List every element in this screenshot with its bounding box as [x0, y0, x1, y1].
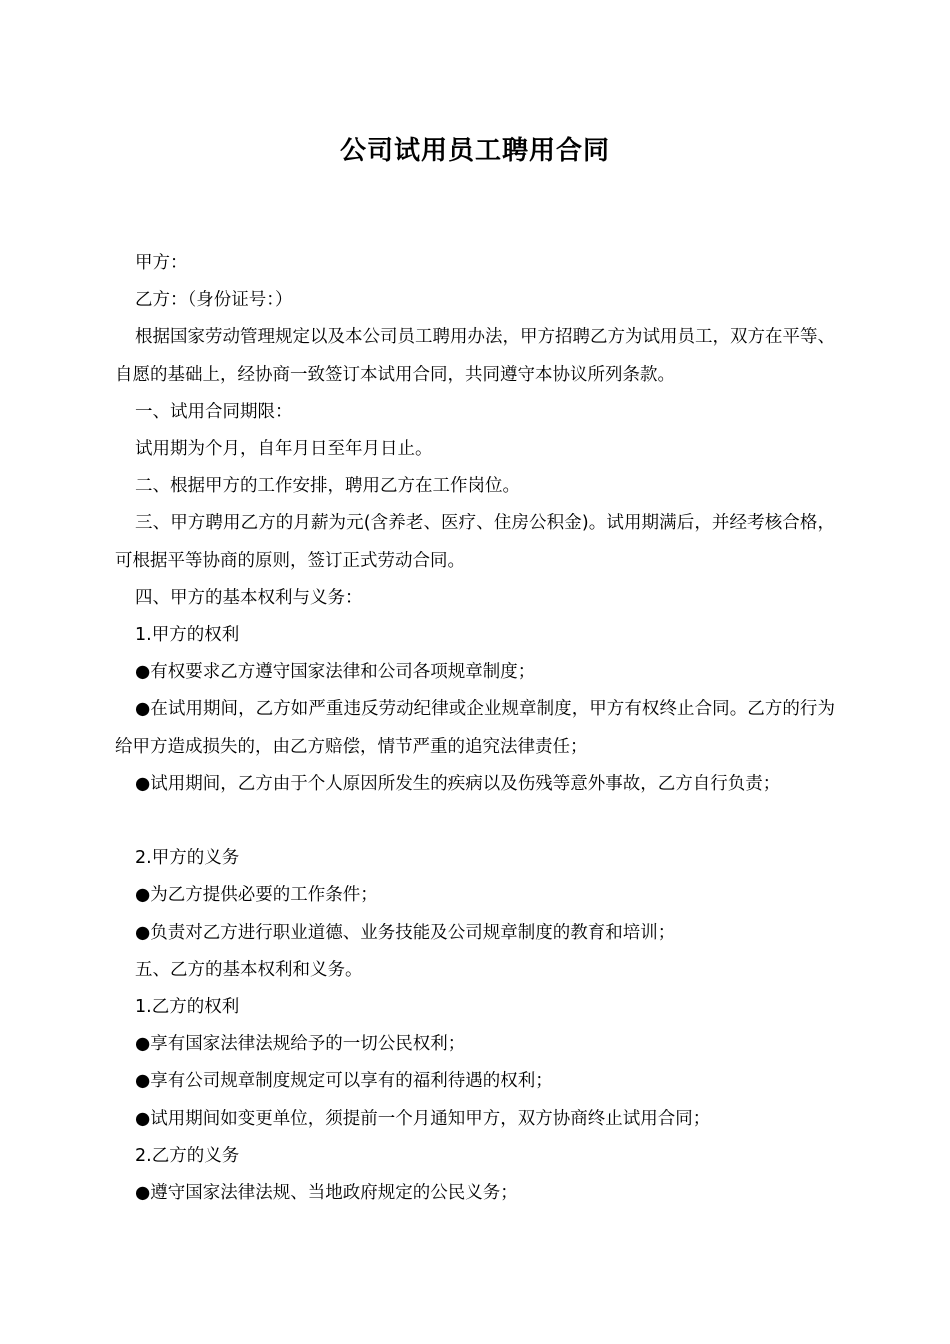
document-title: 公司试用员工聘用合同: [339, 136, 610, 166]
blank-line: [115, 803, 835, 840]
subsection-heading: 2.乙方的义务: [135, 1145, 240, 1166]
subsection-heading: 2.甲方的义务: [135, 848, 240, 869]
party-a-line: 甲方：: [135, 253, 188, 273]
section-heading-4: 四、甲方的基本权利与义务：: [135, 587, 363, 608]
bullet-item: ●试用期间如变更单位，须提前一个月通知甲方，双方协商终止试用合同；: [135, 1108, 711, 1129]
subsection-heading: 1.甲方的权利: [135, 625, 240, 646]
bullet-item: ●有权要求乙方遵守国家法律和公司各项规章制度；: [135, 662, 536, 683]
bullet-item: ●享有国家法律法规给予的一切公民权利；: [135, 1034, 466, 1055]
document-body: [115, 245, 835, 1212]
section-heading-1: 一、试用合同期限：: [135, 401, 293, 422]
bullet-item: ●负责对乙方进行职业道德、业务技能及公司规章制度的教育和培训；: [135, 922, 676, 943]
section-heading-2: 二、根据甲方的工作安排，聘用乙方在工作岗位。: [135, 476, 520, 497]
bullet-item: ●试用期间，乙方由于个人原因所发生的疾病以及伤残等意外事故，乙方自行负责；: [135, 773, 781, 794]
subsection-heading: 1.乙方的权利: [135, 997, 240, 1018]
section-heading-5: 五、乙方的基本权利和义务。: [135, 959, 363, 980]
bullet-item: ●在试用期间，乙方如严重违反劳动纪律或企业规章制度，甲方有权终止合同。乙方的行为给甲方造成损失的，由乙方赔偿，情节严重的追究法律责任；: [115, 699, 835, 757]
section-heading-3: 三、甲方聘用乙方的月薪为元(含养老、医疗、住房公积金)。试用期满后，并经考核合格，可根据平等协商的原则，签订正式劳动合同。: [115, 513, 835, 571]
bullet-item: ●遵守国家法律法规、当地政府规定的公民义务；: [135, 1183, 518, 1204]
contract-term-paragraph: 试用期为个月，自年月日至年月日止。: [135, 439, 433, 460]
party-b-line: 乙方：（身份证号：）: [135, 290, 293, 311]
preamble-paragraph: 根据国家劳动管理规定以及本公司员工聘用办法，甲方招聘乙方为试用员工，双方在平等、自愿的基础上，经协商一致签订本试用合同，共同遵守本协议所列条款。: [115, 327, 835, 385]
bullet-item: ●享有公司规章制度规定可以享有的福利待遇的权利；: [135, 1071, 553, 1092]
bullet-item: ●为乙方提供必要的工作条件；: [135, 885, 378, 906]
